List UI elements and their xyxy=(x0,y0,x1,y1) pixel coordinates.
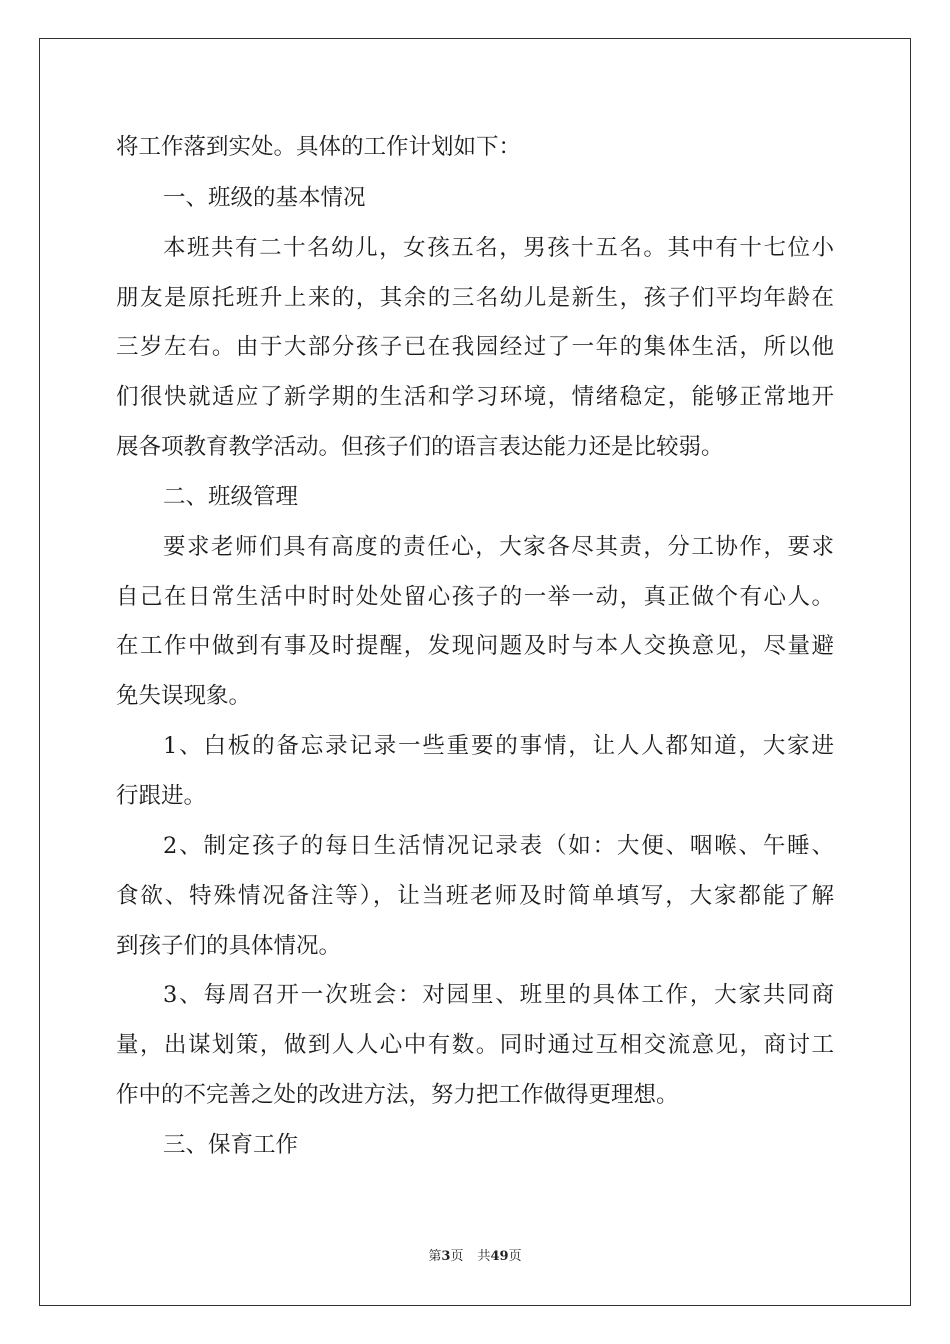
total-pages: 49 xyxy=(490,1249,509,1264)
paragraph-line: 在工作中做到有事及时提醒，发现问题及时与本人交换意见，尽量避 xyxy=(116,633,834,659)
paragraph-line: 到孩子们的具体情况。 xyxy=(116,933,342,959)
paragraph-line: 1、白板的备忘录记录一些重要的事情，让人人都知道，大家进 xyxy=(163,733,834,759)
paragraph-line: 们很快就适应了新学期的生活和学习环境，情绪稳定，能够正常地开 xyxy=(116,384,834,410)
paragraph-line: 食欲、特殊情况备注等），让当班老师及时简单填写，大家都能了解 xyxy=(116,883,834,909)
paragraph-line: 将工作落到实处。具体的工作计划如下： xyxy=(116,134,522,160)
paragraph-line: 展各项教育教学活动。但孩子们的语言表达能力还是比较弱。 xyxy=(116,434,724,460)
section-heading: 一、班级的基本情况 xyxy=(163,185,366,211)
paragraph-line: 2、制定孩子的每日生活情况记录表（如：大便、咽喉、午睡、 xyxy=(163,833,834,859)
section-heading: 三、保育工作 xyxy=(163,1132,299,1158)
total-label-prefix: 共 xyxy=(477,1249,491,1264)
paragraph-line: 免失误现象。 xyxy=(116,683,252,709)
paragraph-line: 朋友是原托班升上来的，其余的三名幼儿是新生，孩子们平均年龄在 xyxy=(116,285,834,311)
paragraph-line: 3、每周召开一次班会：对园里、班里的具体工作，大家共同商 xyxy=(163,982,834,1008)
page-number: 3 xyxy=(441,1249,451,1264)
paragraph-line: 三岁左右。由于大部分孩子已在我园经过了一年的集体生活，所以他 xyxy=(116,334,834,360)
page-label-suffix: 页 xyxy=(450,1249,464,1264)
paragraph-line: 自己在日常生活中时时处处留心孩子的一举一动，真正做个有心人。 xyxy=(116,584,834,610)
paragraph-line: 要求老师们具有高度的责任心，大家各尽其责，分工协作，要求 xyxy=(163,534,834,560)
paragraph-line: 行跟进。 xyxy=(116,783,207,809)
page-footer xyxy=(0,1245,950,1264)
paragraph-line: 量，出谋划策，做到人人心中有数。同时通过互相交流意见，商讨工 xyxy=(116,1032,834,1058)
paragraph-line: 本班共有二十名幼儿，女孩五名，男孩十五名。其中有十七位小 xyxy=(163,235,834,261)
page-label-prefix: 第 xyxy=(428,1249,442,1264)
paragraph-line: 作中的不完善之处的改进方法，努力把工作做得更理想。 xyxy=(116,1082,679,1108)
total-label-suffix: 页 xyxy=(508,1249,522,1264)
section-heading: 二、班级管理 xyxy=(163,484,299,510)
